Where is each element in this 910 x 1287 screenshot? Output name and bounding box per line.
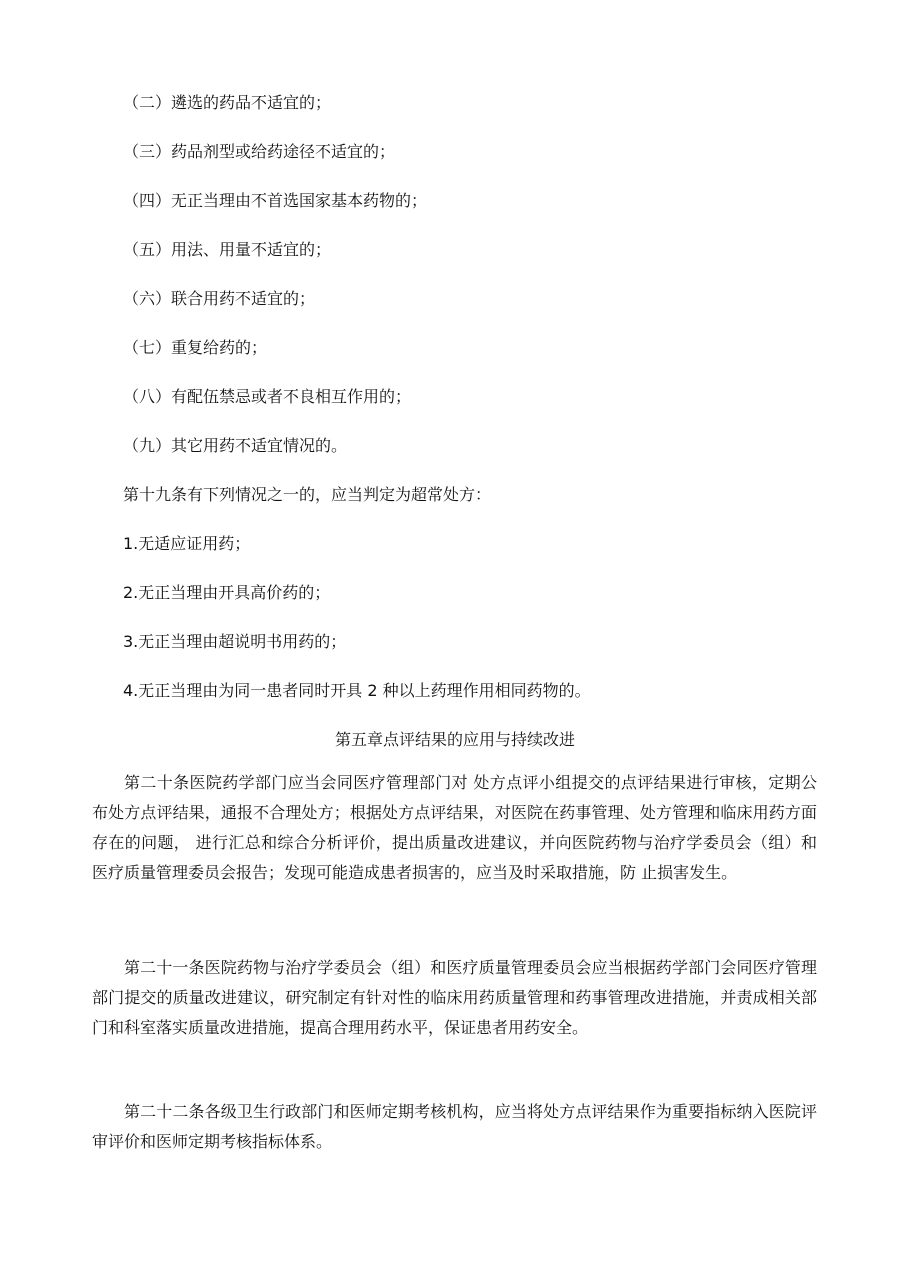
list-item: 3.无正当理由超说明书用药的；	[123, 632, 347, 651]
article-21-paragraph: 第二十一条医院药物与治疗学委员会（组）和医疗质量管理委员会应当根据药学部门会同医疗管理部门提交的质量改进建议，研究制定有针对性的临床用药质量管理和药事管理改进措施，并责成相关部门和科室落实质量改进措施，提高合理用药水平，保证患者用药安全。	[92, 958, 817, 1037]
list-item: （九）其它用药不适宜情况的。	[123, 436, 348, 455]
list-item: 4.无正当理由为同一患者同时开具 2 种以上药理作用相同药物的。	[123, 681, 591, 700]
article-19-intro: 第十九条有下列情况之一的，应当判定为超常处方：	[123, 485, 492, 504]
list-item: 2.无正当理由开具高价药的；	[123, 583, 331, 602]
list-item: （七）重复给药的；	[123, 338, 268, 357]
chapter-heading: 第五章点评结果的应用与持续改进	[334, 730, 575, 749]
list-item: （二）遴选的药品不适宜的；	[123, 93, 332, 112]
list-item: 1.无适应证用药；	[123, 534, 251, 553]
article-20-paragraph: 第二十条医院药学部门应当会同医疗管理部门对 处方点评小组提交的点评结果进行审核，定期公布处方点评结果，通报不合理处方；根据处方点评结果，对医院在药事管理、处方管理和临床用药方面存在的问题， 进行汇总和综合分析评价，提出质量改进建议，并向医院药物与治疗学委员会（组）和医疗质量管理委员会报告；发现可能造成患者损害的，应当及时采取措施，防 止损害发生。	[92, 773, 817, 882]
list-item: （六）联合用药不适宜的；	[123, 289, 316, 308]
list-item: （三）药品剂型或给药途径不适宜的；	[123, 142, 396, 161]
list-item: （五）用法、用量不适宜的；	[123, 240, 332, 259]
list-item: （八）有配伍禁忌或者不良相互作用的；	[123, 387, 412, 406]
list-item: （四）无正当理由不首选国家基本药物的；	[123, 191, 428, 210]
article-22-paragraph: 第二十二条各级卫生行政部门和医师定期考核机构，应当将处方点评结果作为重要指标纳入医院评审评价和医师定期考核指标体系。	[92, 1102, 817, 1151]
